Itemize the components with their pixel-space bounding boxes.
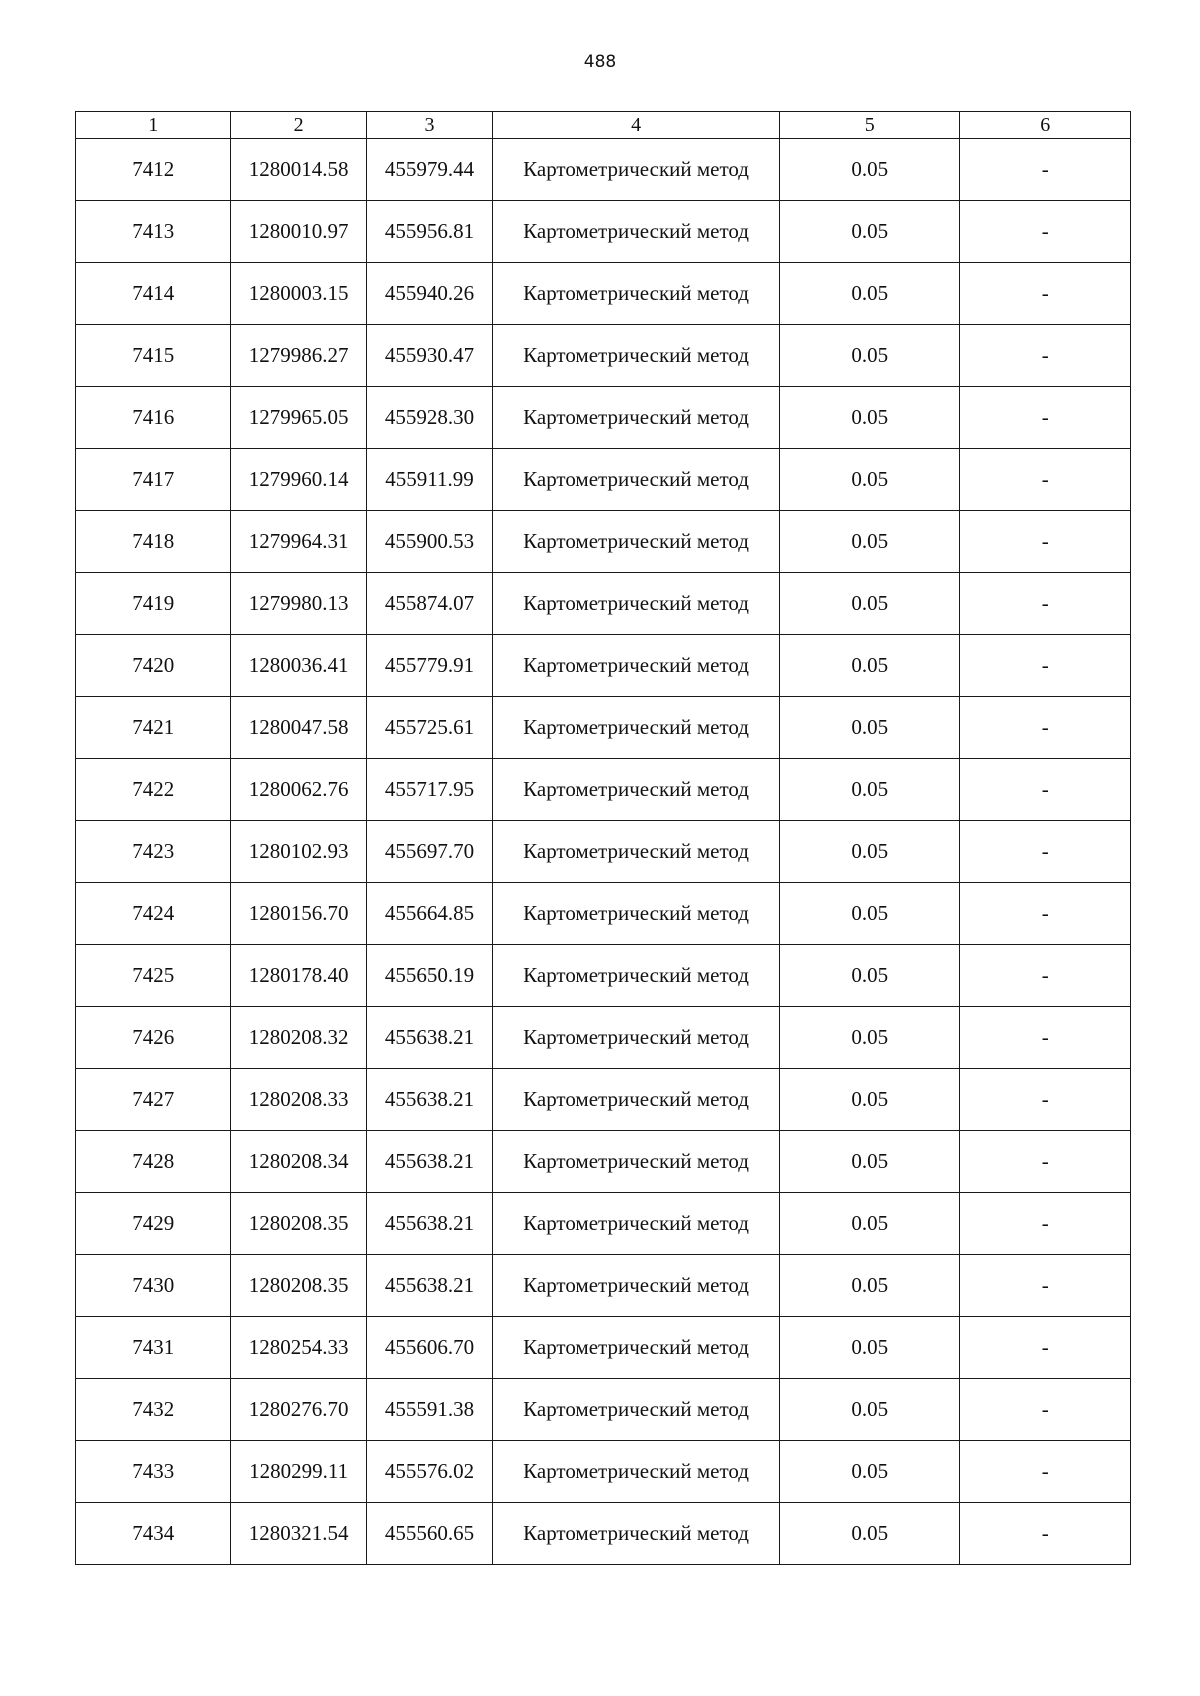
method-cell: Картометрический метод (493, 1317, 780, 1379)
table-row (76, 449, 1131, 511)
point-number-cell: 7414 (76, 263, 231, 325)
table-row (76, 139, 1131, 201)
method-cell: Картометрический метод (493, 1255, 780, 1317)
x-coordinate-cell: 1280208.35 (231, 1255, 366, 1317)
note-cell: - (960, 1317, 1131, 1379)
point-number-cell: 7413 (76, 201, 231, 263)
point-number-cell: 7420 (76, 635, 231, 697)
method-cell: Картометрический метод (493, 883, 780, 945)
y-coordinate-cell: 455779.91 (366, 635, 492, 697)
x-coordinate-cell: 1279986.27 (231, 325, 366, 387)
accuracy-cell: 0.05 (779, 263, 960, 325)
table-row (76, 325, 1131, 387)
note-cell: - (960, 387, 1131, 449)
accuracy-cell: 0.05 (779, 325, 960, 387)
header-cell-6: 6 (960, 112, 1131, 139)
accuracy-cell: 0.05 (779, 1317, 960, 1379)
x-coordinate-cell: 1280062.76 (231, 759, 366, 821)
coordinates-table (75, 111, 1131, 1565)
accuracy-cell: 0.05 (779, 511, 960, 573)
header-cell-4: 4 (493, 112, 780, 139)
header-cell-5: 5 (779, 112, 960, 139)
header-row (76, 112, 1131, 139)
note-cell: - (960, 1255, 1131, 1317)
note-cell: - (960, 1131, 1131, 1193)
accuracy-cell: 0.05 (779, 449, 960, 511)
point-number-cell: 7423 (76, 821, 231, 883)
method-cell: Картометрический метод (493, 1503, 780, 1565)
point-number-cell: 7418 (76, 511, 231, 573)
method-cell: Картометрический метод (493, 635, 780, 697)
point-number-cell: 7417 (76, 449, 231, 511)
accuracy-cell: 0.05 (779, 1193, 960, 1255)
note-cell: - (960, 635, 1131, 697)
note-cell: - (960, 759, 1131, 821)
x-coordinate-cell: 1280010.97 (231, 201, 366, 263)
y-coordinate-cell: 455956.81 (366, 201, 492, 263)
note-cell: - (960, 1069, 1131, 1131)
y-coordinate-cell: 455638.21 (366, 1131, 492, 1193)
method-cell: Картометрический метод (493, 263, 780, 325)
note-cell: - (960, 511, 1131, 573)
y-coordinate-cell: 455874.07 (366, 573, 492, 635)
y-coordinate-cell: 455638.21 (366, 1255, 492, 1317)
point-number-cell: 7426 (76, 1007, 231, 1069)
note-cell: - (960, 1441, 1131, 1503)
table-row (76, 1379, 1131, 1441)
y-coordinate-cell: 455928.30 (366, 387, 492, 449)
point-number-cell: 7429 (76, 1193, 231, 1255)
table-row (76, 883, 1131, 945)
y-coordinate-cell: 455697.70 (366, 821, 492, 883)
point-number-cell: 7427 (76, 1069, 231, 1131)
table-row (76, 1069, 1131, 1131)
method-cell: Картометрический метод (493, 697, 780, 759)
table-row (76, 573, 1131, 635)
table-row (76, 201, 1131, 263)
point-number-cell: 7415 (76, 325, 231, 387)
accuracy-cell: 0.05 (779, 387, 960, 449)
y-coordinate-cell: 455606.70 (366, 1317, 492, 1379)
x-coordinate-cell: 1279964.31 (231, 511, 366, 573)
y-coordinate-cell: 455717.95 (366, 759, 492, 821)
x-coordinate-cell: 1279980.13 (231, 573, 366, 635)
note-cell: - (960, 139, 1131, 201)
header-cell-1: 1 (76, 112, 231, 139)
x-coordinate-cell: 1280178.40 (231, 945, 366, 1007)
header-cell-3: 3 (366, 112, 492, 139)
note-cell: - (960, 821, 1131, 883)
method-cell: Картометрический метод (493, 1007, 780, 1069)
note-cell: - (960, 573, 1131, 635)
accuracy-cell: 0.05 (779, 201, 960, 263)
table-header (76, 112, 1131, 139)
accuracy-cell: 0.05 (779, 1069, 960, 1131)
y-coordinate-cell: 455940.26 (366, 263, 492, 325)
y-coordinate-cell: 455638.21 (366, 1193, 492, 1255)
accuracy-cell: 0.05 (779, 1007, 960, 1069)
table-row (76, 1193, 1131, 1255)
note-cell: - (960, 1007, 1131, 1069)
point-number-cell: 7430 (76, 1255, 231, 1317)
page-number: 488 (583, 52, 617, 72)
x-coordinate-cell: 1280036.41 (231, 635, 366, 697)
method-cell: Картометрический метод (493, 201, 780, 263)
x-coordinate-cell: 1280208.35 (231, 1193, 366, 1255)
method-cell: Картометрический метод (493, 325, 780, 387)
y-coordinate-cell: 455650.19 (366, 945, 492, 1007)
point-number-cell: 7431 (76, 1317, 231, 1379)
note-cell: - (960, 1193, 1131, 1255)
method-cell: Картометрический метод (493, 759, 780, 821)
point-number-cell: 7432 (76, 1379, 231, 1441)
x-coordinate-cell: 1280254.33 (231, 1317, 366, 1379)
point-number-cell: 7422 (76, 759, 231, 821)
method-cell: Картометрический метод (493, 573, 780, 635)
accuracy-cell: 0.05 (779, 139, 960, 201)
note-cell: - (960, 883, 1131, 945)
point-number-cell: 7419 (76, 573, 231, 635)
x-coordinate-cell: 1280047.58 (231, 697, 366, 759)
method-cell: Картометрический метод (493, 387, 780, 449)
accuracy-cell: 0.05 (779, 1503, 960, 1565)
table-row (76, 1441, 1131, 1503)
accuracy-cell: 0.05 (779, 1255, 960, 1317)
y-coordinate-cell: 455638.21 (366, 1069, 492, 1131)
accuracy-cell: 0.05 (779, 821, 960, 883)
table-row (76, 759, 1131, 821)
point-number-cell: 7434 (76, 1503, 231, 1565)
table-row (76, 697, 1131, 759)
y-coordinate-cell: 455911.99 (366, 449, 492, 511)
x-coordinate-cell: 1280014.58 (231, 139, 366, 201)
table-row (76, 1131, 1131, 1193)
table-row (76, 1255, 1131, 1317)
method-cell: Картометрический метод (493, 511, 780, 573)
note-cell: - (960, 263, 1131, 325)
y-coordinate-cell: 455560.65 (366, 1503, 492, 1565)
x-coordinate-cell: 1280208.32 (231, 1007, 366, 1069)
method-cell: Картометрический метод (493, 139, 780, 201)
accuracy-cell: 0.05 (779, 1379, 960, 1441)
y-coordinate-cell: 455979.44 (366, 139, 492, 201)
table-body (76, 139, 1131, 1565)
x-coordinate-cell: 1280321.54 (231, 1503, 366, 1565)
table-row (76, 387, 1131, 449)
point-number-cell: 7428 (76, 1131, 231, 1193)
accuracy-cell: 0.05 (779, 883, 960, 945)
x-coordinate-cell: 1280276.70 (231, 1379, 366, 1441)
x-coordinate-cell: 1280156.70 (231, 883, 366, 945)
table-row (76, 511, 1131, 573)
y-coordinate-cell: 455900.53 (366, 511, 492, 573)
x-coordinate-cell: 1279960.14 (231, 449, 366, 511)
note-cell: - (960, 449, 1131, 511)
note-cell: - (960, 325, 1131, 387)
accuracy-cell: 0.05 (779, 697, 960, 759)
accuracy-cell: 0.05 (779, 1131, 960, 1193)
method-cell: Картометрический метод (493, 1193, 780, 1255)
note-cell: - (960, 1379, 1131, 1441)
y-coordinate-cell: 455664.85 (366, 883, 492, 945)
y-coordinate-cell: 455638.21 (366, 1007, 492, 1069)
method-cell: Картометрический метод (493, 821, 780, 883)
x-coordinate-cell: 1279965.05 (231, 387, 366, 449)
table-row (76, 821, 1131, 883)
note-cell: - (960, 1503, 1131, 1565)
note-cell: - (960, 201, 1131, 263)
point-number-cell: 7421 (76, 697, 231, 759)
x-coordinate-cell: 1280003.15 (231, 263, 366, 325)
y-coordinate-cell: 455591.38 (366, 1379, 492, 1441)
table-row (76, 1503, 1131, 1565)
note-cell: - (960, 697, 1131, 759)
x-coordinate-cell: 1280208.34 (231, 1131, 366, 1193)
table-row (76, 945, 1131, 1007)
accuracy-cell: 0.05 (779, 1441, 960, 1503)
method-cell: Картометрический метод (493, 1069, 780, 1131)
point-number-cell: 7433 (76, 1441, 231, 1503)
point-number-cell: 7412 (76, 139, 231, 201)
point-number-cell: 7416 (76, 387, 231, 449)
table-row (76, 263, 1131, 325)
header-cell-2: 2 (231, 112, 366, 139)
accuracy-cell: 0.05 (779, 573, 960, 635)
accuracy-cell: 0.05 (779, 945, 960, 1007)
x-coordinate-cell: 1280299.11 (231, 1441, 366, 1503)
y-coordinate-cell: 455576.02 (366, 1441, 492, 1503)
table-row (76, 635, 1131, 697)
method-cell: Картометрический метод (493, 1441, 780, 1503)
point-number-cell: 7425 (76, 945, 231, 1007)
method-cell: Картометрический метод (493, 1131, 780, 1193)
y-coordinate-cell: 455930.47 (366, 325, 492, 387)
point-number-cell: 7424 (76, 883, 231, 945)
table-row (76, 1007, 1131, 1069)
method-cell: Картометрический метод (493, 1379, 780, 1441)
x-coordinate-cell: 1280102.93 (231, 821, 366, 883)
y-coordinate-cell: 455725.61 (366, 697, 492, 759)
accuracy-cell: 0.05 (779, 635, 960, 697)
table-row (76, 1317, 1131, 1379)
x-coordinate-cell: 1280208.33 (231, 1069, 366, 1131)
method-cell: Картометрический метод (493, 449, 780, 511)
accuracy-cell: 0.05 (779, 759, 960, 821)
method-cell: Картометрический метод (493, 945, 780, 1007)
note-cell: - (960, 945, 1131, 1007)
